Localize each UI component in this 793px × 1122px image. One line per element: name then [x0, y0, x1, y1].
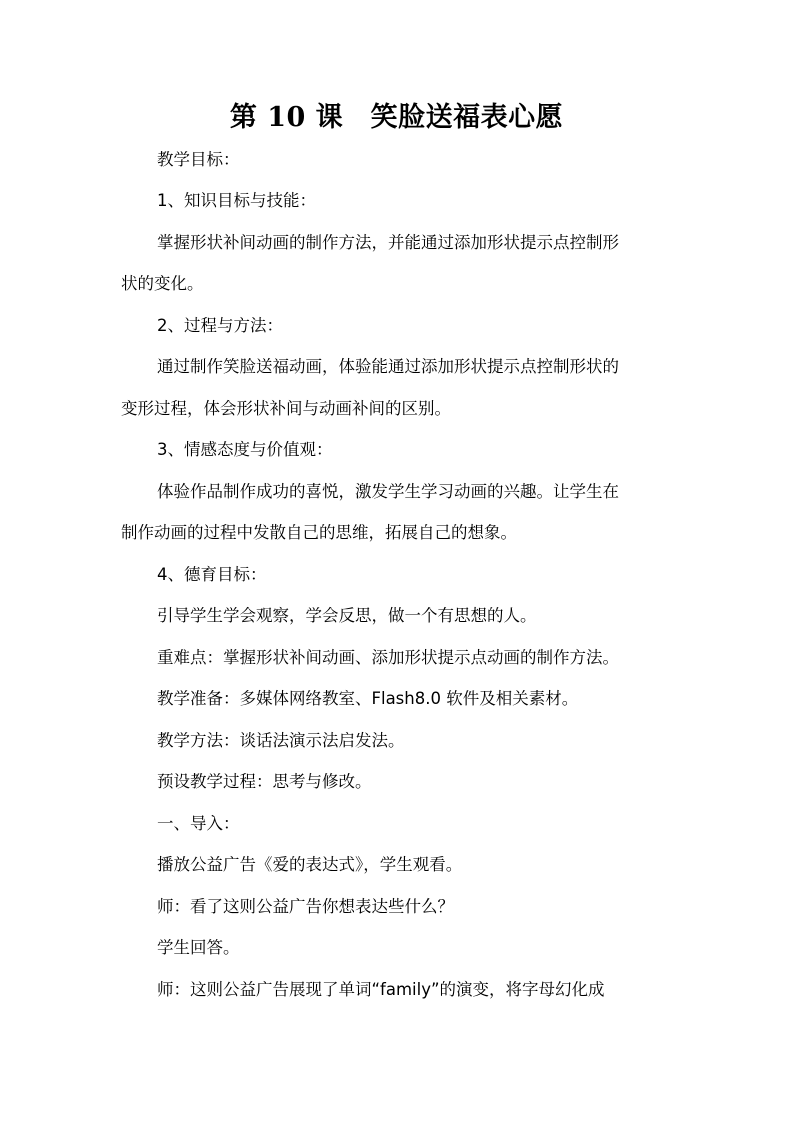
goal-2-text-cont: 变形过程，体会形状补间与动画补间的区别。	[121, 399, 451, 418]
goal-1-text: 掌握形状补间动画的制作方法，并能通过添加形状提示点控制形	[157, 233, 619, 252]
teaching-goals-heading: 教学目标：	[157, 150, 240, 169]
goal-3-text-cont: 制作动画的过程中发散自己的思维，拓展自己的想象。	[121, 523, 517, 542]
intro-teacher-explanation: 师：这则公益广告展现了单词“family”的演变，将字母幻化成	[157, 980, 605, 999]
planned-process: 预设教学过程：思考与修改。	[157, 772, 372, 791]
goal-1-text-cont: 状的变化。	[121, 274, 204, 293]
goal-1-heading: 1、知识目标与技能：	[157, 191, 316, 210]
intro-step-1: 播放公益广告《爱的表达式》，学生观看。	[157, 855, 463, 874]
goal-2-text: 通过制作笑脸送福动画，体验能通过添加形状提示点控制形状的	[157, 357, 619, 376]
lesson-title: 第 10 课 笑脸送福表心愿	[229, 102, 564, 133]
intro-student-answer: 学生回答。	[157, 938, 240, 957]
goal-4-heading: 4、德育目标：	[157, 565, 267, 584]
intro-teacher-question: 师：看了这则公益广告你想表达些什么？	[157, 897, 454, 916]
goal-2-heading: 2、过程与方法：	[157, 316, 283, 335]
teaching-methods: 教学方法：谈话法演示法启发法。	[157, 731, 405, 750]
section-intro-heading: 一、导入：	[157, 814, 240, 833]
teaching-preparation: 教学准备：多媒体网络教室、Flash8.0 软件及相关素材。	[157, 689, 579, 708]
goal-3-text: 体验作品制作成功的喜悦，激发学生学习动画的兴趣。让学生在	[157, 482, 619, 501]
goal-3-heading: 3、情感态度与价值观：	[157, 440, 333, 459]
key-points: 重难点：掌握形状补间动画、添加形状提示点动画的制作方法。	[157, 648, 619, 667]
goal-4-text: 引导学生学会观察，学会反思，做一个有思想的人。	[157, 606, 537, 625]
